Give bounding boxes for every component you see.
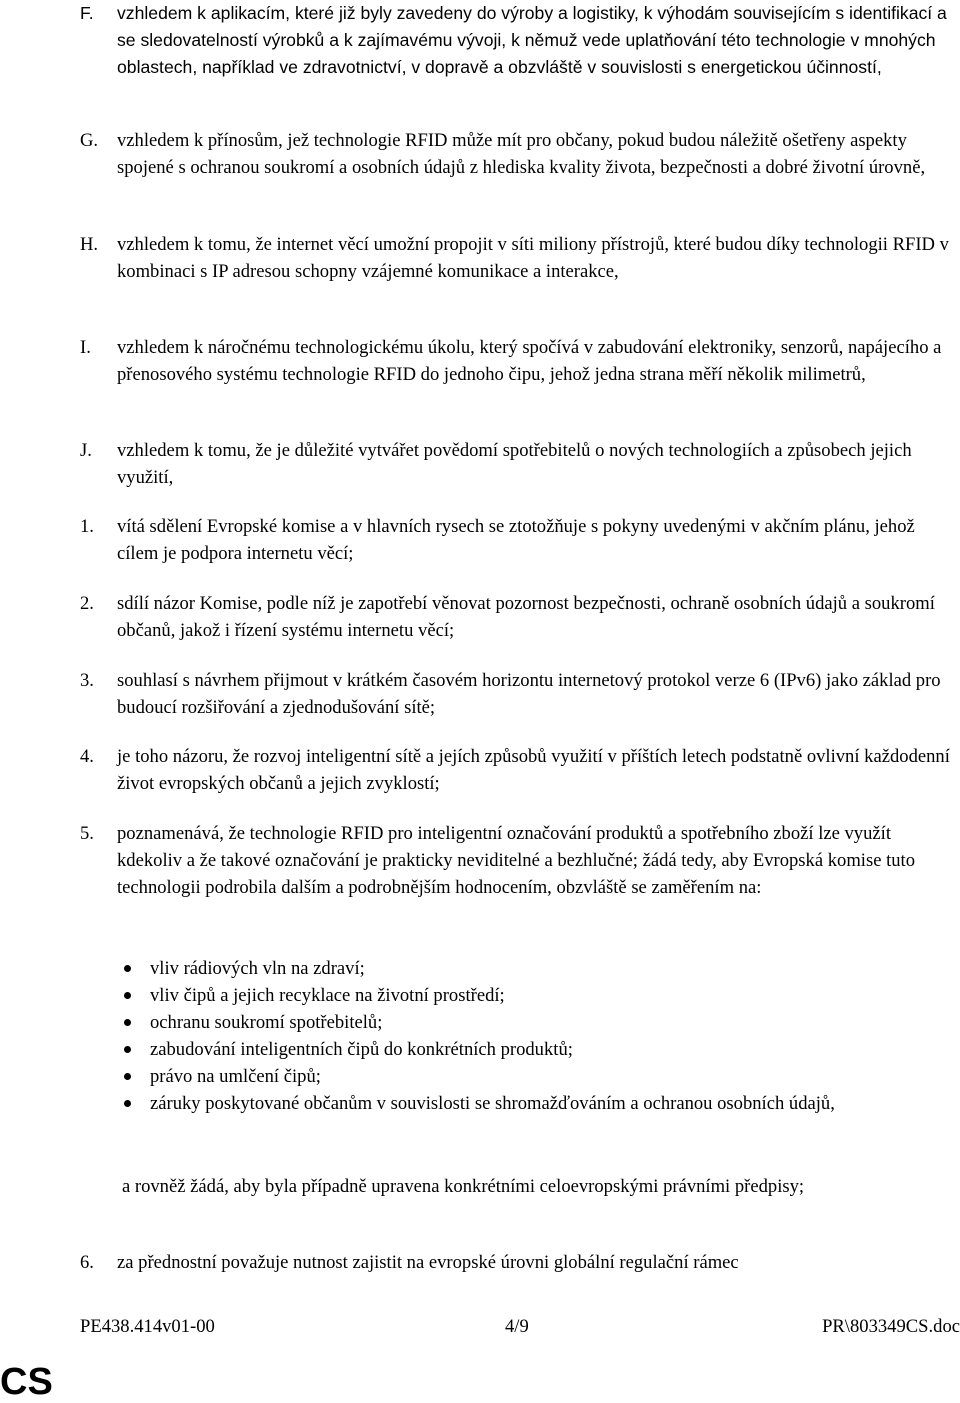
bullet-icon bbox=[124, 1073, 131, 1080]
bullet-icon bbox=[124, 1046, 131, 1053]
paragraph-number: 6. bbox=[80, 1252, 94, 1273]
list-item-text: vliv čipů a jejich recyklace na životní prostředí; bbox=[150, 985, 505, 1006]
recital-label: H. bbox=[80, 234, 99, 255]
list-item bbox=[122, 1090, 960, 1117]
list-item bbox=[122, 1036, 960, 1063]
list-item bbox=[122, 955, 960, 982]
list-item-text: vliv rádiových vln na zdraví; bbox=[150, 958, 365, 979]
paragraph-text: vítá sdělení Evropské komise a v hlavních rysech se ztotožňuje s pokyny uvedenými v akčním plánu, jehož cílem je podpora internetu věcí; bbox=[117, 516, 915, 564]
paragraph-number: 2. bbox=[80, 593, 94, 614]
page-number: 4/9 bbox=[505, 1316, 529, 1337]
paragraph-text: za přednostní považuje nutnost zajistit na evropské úrovni globální regulační rámec bbox=[117, 1252, 739, 1273]
bullet-icon bbox=[124, 1019, 131, 1026]
file-name: PR\803349CS.doc bbox=[822, 1316, 960, 1337]
paragraph-text: je toho názoru, že rozvoj inteligentní sítě a jejích způsobů využití v příštích letech podstatně ovlivní každodenní život evropských občanů a jejich zvyklostí; bbox=[117, 746, 950, 794]
paragraph-text: sdílí názor Komise, podle níž je zapotřebí věnovat pozornost bezpečnosti, ochraně osobních údajů a soukromí občanů, jakož i řízení systému internetu věcí; bbox=[117, 593, 935, 641]
recital-text: vzhledem k náročnému technologickému úkolu, který spočívá v zabudování elektroniky, senzorů, napájecího a přenosového systému technologie RFID do jednoho čipu, jehož jedna strana měří několik milimetrů, bbox=[117, 337, 942, 385]
paragraph-number: 5. bbox=[80, 823, 94, 844]
paragraph-number: 3. bbox=[80, 670, 94, 691]
recital-text: vzhledem k tomu, že je důležité vytvářet povědomí spotřebitelů o nových technologiích a způsobech jejich využití, bbox=[117, 440, 912, 488]
document-reference: PE438.414v01-00 bbox=[80, 1316, 215, 1337]
assessment-list bbox=[122, 955, 960, 1117]
paragraph-text: souhlasí s návrhem přijmout v krátkém časovém horizontu internetový protokol verze 6 (IPv6) jako základ pro budoucí rozšiřování a zjednodušování sítě; bbox=[117, 670, 941, 718]
bullet-icon bbox=[124, 965, 131, 972]
list-item bbox=[122, 982, 960, 1009]
list-item bbox=[122, 1063, 960, 1090]
recital-label: G. bbox=[80, 130, 99, 151]
list-item-text: zabudování inteligentních čipů do konkrétních produktů; bbox=[150, 1039, 573, 1060]
list-item-text: ochranu soukromí spotřebitelů; bbox=[150, 1012, 383, 1033]
list-item-text: záruky poskytované občanům v souvislosti se shromažďováním a ochranou osobních údajů, bbox=[150, 1093, 835, 1114]
closing-request: a rovněž žádá, aby byla případně upravena konkrétními celoevropskými právními předpisy; bbox=[122, 1176, 805, 1197]
recital-label: I. bbox=[80, 337, 91, 358]
language-code: CS bbox=[0, 1361, 53, 1403]
paragraph-number: 1. bbox=[80, 516, 94, 537]
recital-label: J. bbox=[80, 440, 92, 461]
recital-text: vzhledem k tomu, že internet věcí umožní propojit v síti miliony přístrojů, které budou díky technologii RFID v kombinaci s IP adresou schopny vzájemné komunikace a interakce, bbox=[117, 234, 949, 282]
paragraph-text: poznamenává, že technologie RFID pro inteligentní označování produktů a spotřebního zboží lze využít kdekoliv a že takové označování je prakticky neviditelné a bezhlučné; žádá tedy, aby Evropská komise tuto technologii podrobila dalším a podrobnějším hodnocením, obzvláště se zaměřením na: bbox=[117, 823, 916, 898]
list-item bbox=[122, 1009, 960, 1036]
recital-label: F. bbox=[80, 3, 94, 23]
bullet-icon bbox=[124, 1100, 131, 1107]
paragraph-number: 4. bbox=[80, 746, 94, 767]
bullet-icon bbox=[124, 992, 131, 999]
recital-text: vzhledem k přínosům, jež technologie RFID může mít pro občany, pokud budou náležitě ošetřeny aspekty spojené s ochranou soukromí a osobních údajů z hlediska kvality života, bezpečnosti a dobré životní úrovně, bbox=[117, 130, 926, 178]
recital-text: vzhledem k aplikacím, které již byly zavedeny do výroby a logistiky, k výhodám souvisejícím s identifikací a se sledovatelností výrobků a k zajímavému vývoji, k němuž vede uplatňování této technologie v mnohých oblastech, například ve zdravotnictví, v dopravě a obzvláště v souvislosti s energetickou účinností, bbox=[117, 3, 947, 77]
page-footer bbox=[80, 1313, 960, 1340]
list-item-text: právo na umlčení čipů; bbox=[150, 1066, 321, 1087]
